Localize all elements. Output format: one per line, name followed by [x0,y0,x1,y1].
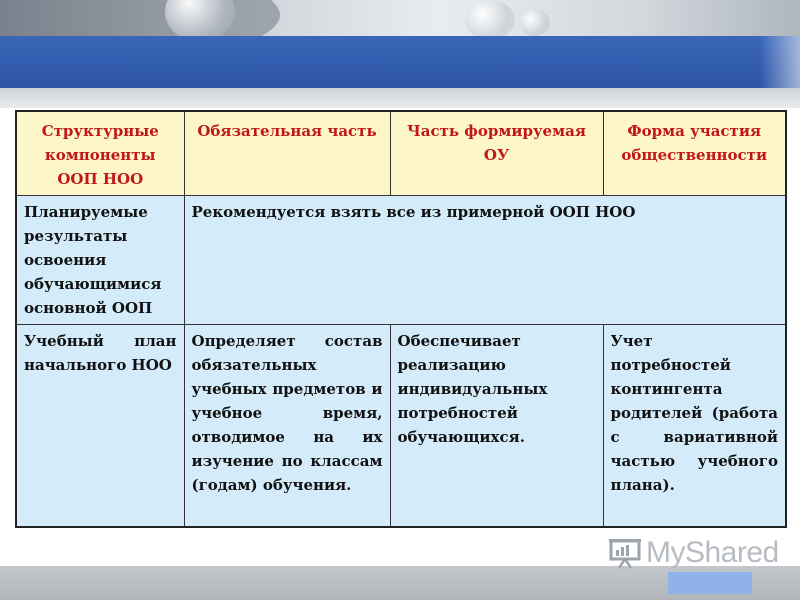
decorative-bubble [465,0,515,36]
footer-accent-box [668,572,752,594]
slide-title-bar [0,36,800,88]
table-row [16,196,786,325]
table-header-row [16,111,786,196]
mandatory-cell: Определяет состав обязательных учебных предметов и учебное время, отводимое на их изучение по классам (годам) обучения. [184,325,390,527]
decorative-shine [760,36,800,88]
row-label-cell: Учебный план начального НОО [16,325,184,527]
myshared-logo [608,537,779,569]
header-cell-public-form: Форма участия общественности [603,111,786,196]
row-label-cell: Планируемые результаты освоения обучающимися основной ООП [16,196,184,325]
decorative-strip [0,88,800,108]
public-form-cell: Учет потребностей контингента родителей (работа с вариативной частью учебного плана). [603,325,786,527]
header-cell-components: Структурные компоненты ООП НОО [16,111,184,196]
ooop-components-table [15,110,787,528]
merged-recommendation-cell: Рекомендуется взять все из примерной ООП НОО [184,196,786,325]
decorative-header-art [0,0,800,36]
header-cell-mandatory: Обязательная часть [184,111,390,196]
decorative-swoosh [0,0,280,36]
decorative-bubble [165,0,235,36]
school-part-cell: Обеспечивает реализацию индивидуальных потребностей обучающихся. [390,325,603,527]
table-row [16,325,786,527]
decorative-bubble [520,10,550,36]
header-cell-school-part: Часть формируемая ОУ [390,111,603,196]
logo-text: MyShared [646,536,779,569]
presentation-board-icon [608,537,642,569]
